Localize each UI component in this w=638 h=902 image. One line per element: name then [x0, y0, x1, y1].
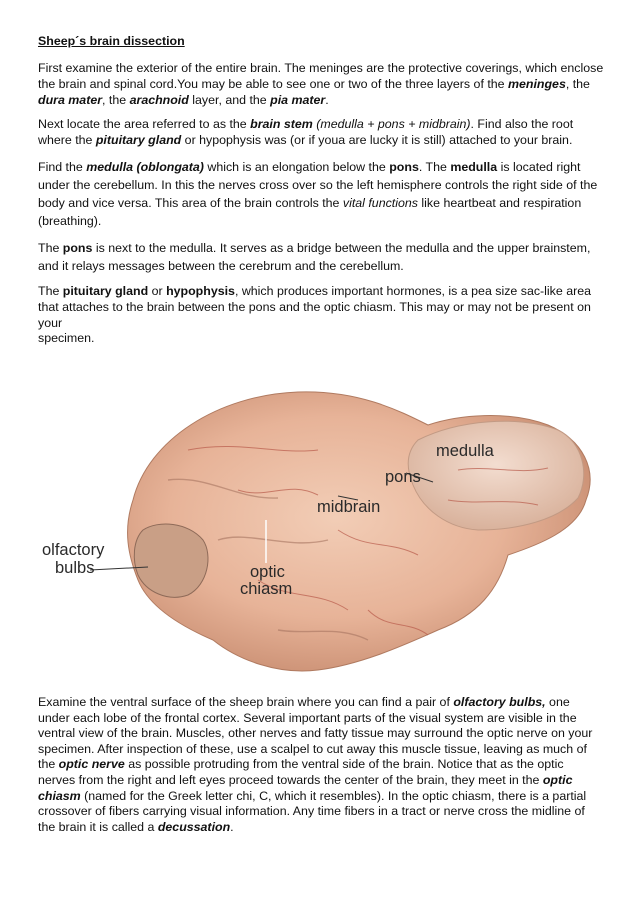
document-title: Sheep´s brain dissection [38, 34, 185, 48]
term-meninges: meninges [508, 76, 566, 91]
term-medulla-oblongata: medulla (oblongata) [86, 159, 204, 174]
document-bottom [38, 695, 604, 844]
term-dura-mater: dura mater [38, 92, 103, 107]
text: is located right under the cerebellum. In this the nerves cross over so the left hemisphere controls the right side of the body and vice versa. This area of the brain controls the [38, 159, 598, 210]
term-decussation: decussation [157, 819, 231, 834]
term-pia-mater: pia mater [270, 92, 326, 107]
text: as possible protruding from the ventral side of the brain. Notice that as the optic nerves from the right and left eyes proceed towards the center of the brain, they meet in the [38, 757, 564, 787]
term-hypophysis: hypophysis [166, 283, 235, 298]
label-pons: pons [385, 468, 421, 486]
label-olfactory-line1: olfactory [42, 541, 105, 559]
term-medulla: medulla [450, 159, 498, 174]
text: or [148, 283, 167, 298]
text: . Find also the root where the [38, 117, 574, 148]
text: The [38, 283, 63, 298]
sheep-brain-illustration [38, 380, 604, 680]
label-olfactory-line2: bulbs [55, 559, 95, 577]
label-medulla: medulla [436, 442, 494, 460]
text: First examine the exterior of the entire brain. The meninges are the protective coverings, which enclose the brain and spinal cord.You may be able to see one or two of the three layers of the [38, 61, 604, 91]
text: . [325, 92, 329, 107]
term-optic-chiasm: optic chiasm [38, 772, 573, 803]
text: (named for the Greek letter chi, C, which it resembles). In the optic chiasm, there is a partial crossover of fibers carrying visual information. Any time fibers in a tract or nerve cross the midline of the brain it is called a [38, 788, 587, 834]
text: which is an elongation below the [203, 159, 390, 174]
text: or hypophysis was (or if youa are lucky it is still) attached to your brain. [181, 133, 573, 148]
text: like heartbeat and respiration (breathing). [38, 195, 582, 228]
paragraph-pituitary [38, 284, 604, 347]
term-optic-nerve: optic nerve [58, 757, 125, 772]
term-pituitary-gland: pituitary gland [95, 133, 182, 148]
term-pituitary-gland: pituitary gland [62, 283, 149, 298]
text: . [230, 819, 234, 834]
paragraph-meninges [38, 61, 604, 108]
brain-photo-figure [38, 380, 604, 680]
paragraph-pons [38, 239, 604, 275]
paragraph-brain-stem [38, 117, 604, 149]
paragraph-medulla [38, 158, 604, 230]
term-vital-functions: vital functions [342, 195, 418, 210]
term-olfactory-bulbs: olfactory bulbs, [453, 695, 546, 709]
label-optic-line2: chiasm [240, 580, 293, 598]
label-optic-line1: optic [250, 563, 285, 581]
text: layer, and the [188, 92, 271, 107]
term-brain-stem: brain stem [250, 117, 313, 132]
brainstem-shape [408, 421, 583, 530]
text: is next to the medulla. It serves as a bridge between the medulla and the upper brainstem, and it relays messages between the cerebrum and the cerebellum. [38, 240, 591, 273]
text: , the [102, 92, 130, 107]
term-arachnoid: arachnoid [129, 92, 189, 107]
text: Find the [38, 159, 87, 174]
text: Examine the ventral surface of the sheep brain where you can find a pair of [38, 695, 454, 709]
label-midbrain: midbrain [317, 498, 381, 516]
text-italic: (medulla + pons + midbrain) [312, 117, 471, 132]
document-page [38, 34, 604, 356]
paragraph-ventral-surface [38, 695, 604, 835]
text: one under each lobe of the frontal cortex. Several important parts of the visual system are visible in the ventral view of the brain. Muscles, other nerves and fatty tissue may surround the optic nerve on your specimen. After inspection of these, use a scalpel to cut away this muscle tissue, leaving as much of the [38, 695, 593, 772]
term-pons: pons [62, 240, 93, 255]
text: Next locate the area referred to as the [38, 117, 251, 132]
text: The [38, 240, 63, 255]
text: , the [565, 76, 590, 91]
text: , which produces important hormones, is a pea size sac-like area that attaches to the brain between the pons and the optic chiasm. This may or may not be present on your [38, 283, 591, 330]
term-pons: pons [389, 159, 419, 174]
text: specimen. [38, 331, 95, 346]
text: . The [418, 159, 451, 174]
